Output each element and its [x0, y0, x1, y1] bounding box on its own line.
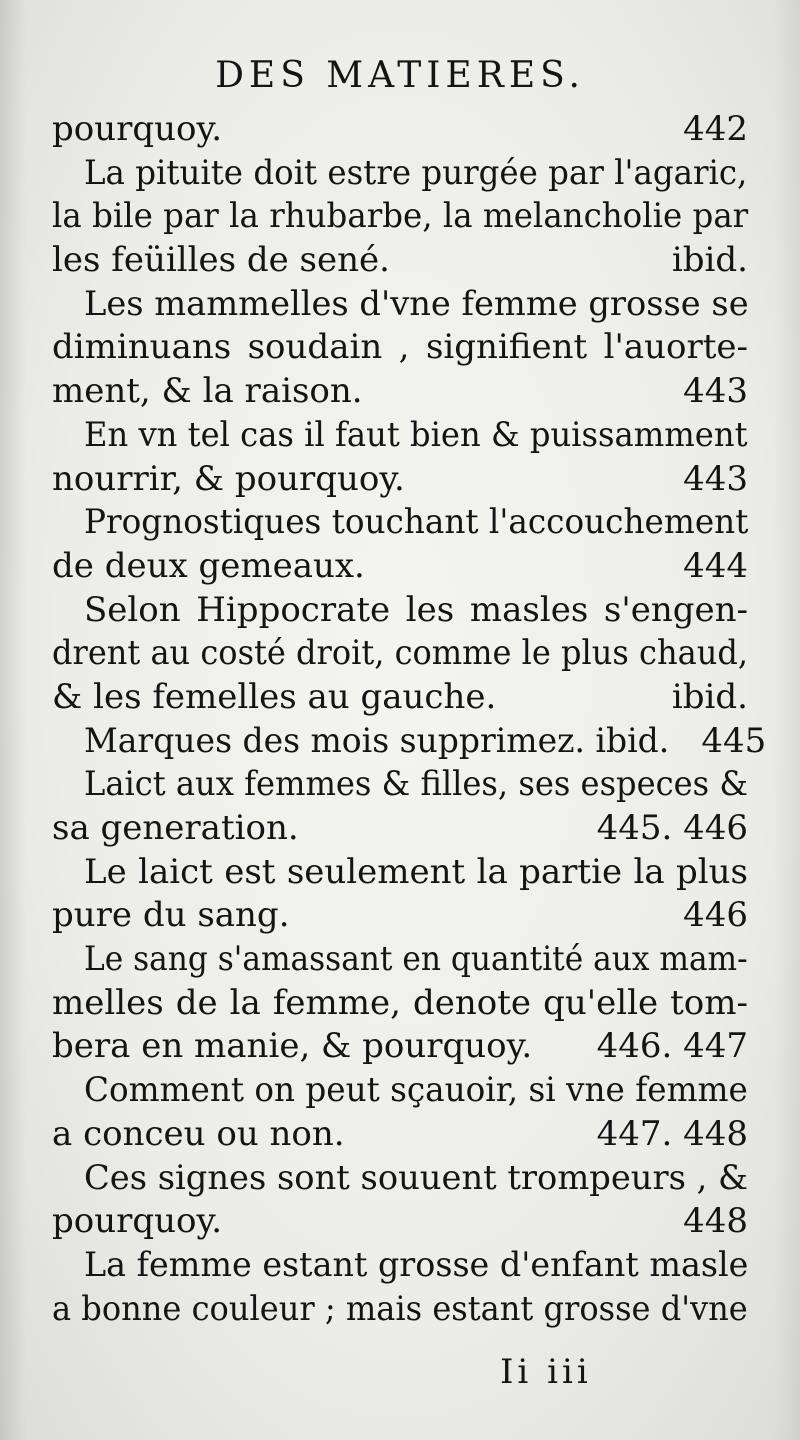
page-reference: ibid. — [671, 240, 748, 281]
index-line — [52, 239, 748, 283]
index-line — [52, 414, 748, 458]
entry-text: Selon Hippocrate les masles s'engen- — [84, 589, 748, 630]
page-reference: 443 — [683, 371, 748, 412]
page-reference: 447. 448 — [596, 1113, 748, 1154]
entry-text: la bile par la rhubarbe, la melancholie par — [52, 196, 749, 237]
entry-text: a conceu ou non. — [52, 1113, 345, 1154]
page-reference: 446 — [683, 895, 748, 936]
index-line — [52, 982, 748, 1026]
index-line — [52, 326, 748, 370]
index-line — [52, 370, 748, 414]
entry-text: Prognostiques touchant l'accouchement — [84, 502, 749, 543]
index-line — [52, 1157, 748, 1201]
index-line — [52, 589, 748, 633]
entry-text: En vn tel cas il faut bien & puissamment — [84, 414, 748, 455]
entry-text: Le laict est seulement la partie la plus — [84, 851, 748, 892]
index-line — [52, 1113, 748, 1157]
entry-text: de deux gemeaux. — [52, 545, 365, 586]
index-line — [52, 807, 748, 851]
index-line — [52, 1288, 748, 1332]
index-line — [52, 632, 748, 676]
index-line — [52, 108, 748, 152]
index-line — [52, 720, 767, 764]
entry-text: pourquoy. — [52, 1201, 223, 1242]
running-head: DES MATIERES. — [215, 55, 585, 96]
page-reference: 442 — [683, 109, 748, 149]
entry-text: drent au costé droit, comme le plus chaud, — [52, 633, 749, 674]
index-line — [52, 195, 748, 239]
index-line — [52, 283, 748, 327]
index-line — [52, 1244, 748, 1288]
entry-text: Laict aux femmes & filles, ses especes & — [84, 764, 748, 805]
entry-text: sa generation. — [52, 808, 299, 848]
index-line — [52, 851, 748, 895]
entry-text: La pituite doit estre purgée par l'agaric, — [84, 152, 748, 193]
page-reference: 443 — [683, 458, 748, 499]
entry-text: Comment on peut sçauoir, si vne femme — [84, 1070, 748, 1111]
page-reference: 445 — [701, 720, 767, 761]
entry-text: La femme estant grosse d'enfant masle — [84, 1244, 749, 1285]
entry-text: diminuans soudain , signifient l'auorte- — [52, 327, 748, 368]
entry-text: pure du sang. — [52, 895, 290, 936]
entry-text: Le sang s'amassant en quantité aux mam- — [84, 939, 748, 980]
entry-text: melles de la femme, denote qu'elle tom- — [52, 982, 748, 1023]
entry-text: & les femelles au gauche. — [52, 676, 497, 717]
entry-text: Ces signes sont souuent trompeurs , & — [84, 1157, 749, 1198]
index-line — [52, 938, 748, 982]
index-line — [52, 545, 748, 589]
entry-text: les feüilles de sené. — [52, 240, 390, 281]
index-line — [52, 501, 748, 545]
entry-text: bera en manie, & pourquoy. — [52, 1026, 533, 1067]
index-line — [52, 1025, 748, 1069]
page-reference: 444 — [683, 545, 748, 586]
page-edge-shadow — [774, 0, 800, 1440]
entry-text: ment, & la raison. — [52, 371, 363, 412]
page-reference: 446. 447 — [596, 1026, 748, 1067]
index-line — [52, 894, 748, 938]
entry-text: pourquoy. — [52, 109, 223, 149]
index-line — [52, 1069, 748, 1113]
page-reference: ibid. — [671, 676, 748, 717]
index-line — [52, 763, 748, 807]
printer-signature: Ii iii — [500, 1352, 592, 1392]
index-entries — [52, 108, 767, 1331]
index-line — [52, 152, 748, 196]
page-reference: 445. 446 — [596, 808, 748, 848]
page-gutter-shadow — [0, 0, 26, 1440]
entry-text: nourrir, & pourquoy. — [52, 458, 405, 499]
entry-text: Marques des mois supprimez. ibid. — [84, 720, 670, 761]
index-line — [52, 676, 748, 720]
index-line — [52, 458, 748, 502]
entry-text: Les mammelles d'vne femme grosse se — [84, 283, 749, 324]
index-line — [52, 1200, 748, 1244]
page-reference: 448 — [683, 1201, 748, 1242]
entry-text: a bonne couleur ; mais estant grosse d'vne — [52, 1288, 748, 1329]
